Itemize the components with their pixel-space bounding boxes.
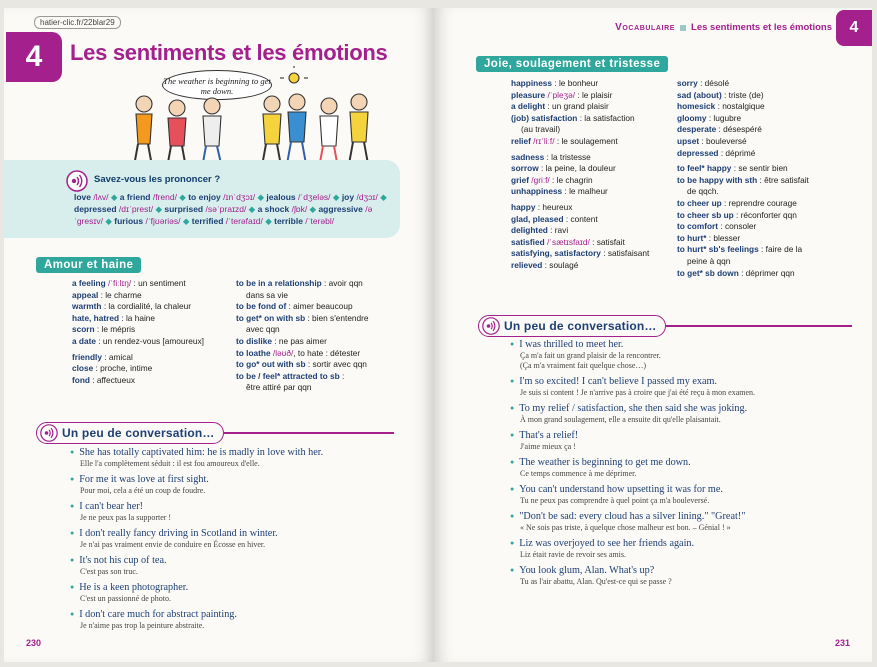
bullet-diamond-icon: ◆ [307, 204, 319, 214]
phrase-french: C'est pas son truc. [80, 567, 138, 576]
vocab-term: to be / feel* attracted to sb [236, 370, 340, 381]
pron-word: terrified [191, 216, 224, 226]
pron-entry [103, 216, 181, 226]
pron-word: a shock [257, 204, 290, 214]
vocab-term: upset [677, 135, 700, 146]
phrase-english: ● She has totally captivated him: he is madly in love with her. [70, 446, 323, 459]
phrase-french: Elle l'a complètement séduit : il est fou amoureux d'elle. [80, 459, 260, 468]
phrase-french: Je n'aime pas trop la peinture abstraite. [80, 621, 205, 630]
conversation-item [510, 429, 755, 452]
vocab-translation: : soulagé [542, 259, 579, 270]
vocab-term: unhappiness [511, 186, 563, 197]
vocab-translation: : consoler [718, 221, 757, 232]
vocab-translation: : déprimé [718, 147, 756, 158]
phrase-english: ● To my relief / satisfaction, she then said she was joking. [510, 402, 755, 415]
pron-phonetic: /səˈpraɪzd/ [203, 204, 247, 214]
pron-phonetic: /ˈdʒeləs/ [295, 192, 331, 202]
vocab-translation: : bien s'entendre [305, 312, 369, 323]
vocab-row [677, 256, 809, 268]
conversation-item [510, 361, 755, 371]
pron-entry [263, 216, 334, 226]
vocab-translation: : le soulagement [554, 135, 618, 146]
vocab-translation: : proche, intime [93, 363, 153, 374]
vocab-row [236, 301, 369, 313]
conversation-item [70, 581, 323, 604]
bullet-diamond-icon: ◆ [176, 192, 189, 202]
vocab-row [677, 198, 809, 210]
pronunciation-title: Savez-vous les prononcer ? [94, 174, 221, 185]
phrase-french: J'aime mieux ça ! [520, 442, 576, 451]
phrase-english: ● For me it was love at first sight. [70, 473, 323, 486]
bullet-diamond-icon: ◆ [262, 216, 275, 226]
phrase-english: ● I don't really fancy driving in Scotland in winter. [70, 527, 323, 540]
vocab-term: a feeling [72, 278, 106, 288]
vocab-translation: : la peine, la douleur [538, 163, 616, 174]
conversation-list-right [510, 338, 755, 591]
vocab-translation: : faire de la [758, 244, 803, 255]
vocab-term: relief [511, 135, 531, 146]
conversation-title: Un peu de conversation… [504, 319, 657, 333]
vocab-row [677, 113, 809, 125]
vocab-term: to get* on with sb [236, 312, 306, 323]
phrase-english: ● You look glum, Alan. What's up? [510, 564, 755, 577]
vocab-row [677, 244, 809, 256]
vocab-term: relieved [511, 259, 543, 270]
speech-bubble: The weather is beginning to get me down. [162, 70, 272, 100]
conversation-item [70, 473, 323, 496]
conversation-item [70, 554, 323, 577]
pron-entry [109, 192, 177, 202]
vocab-row [511, 214, 649, 226]
pron-phonetic: /ɪnˈdʒɔɪ/ [220, 192, 256, 202]
vocab-row [511, 186, 649, 198]
vocab-term: to hurt* [677, 232, 707, 243]
vocab-translation: (au travail) [521, 124, 561, 135]
phrase-english: ● I don't care much for abstract painting. [70, 608, 323, 621]
vocab-term: (job) satisfaction [511, 112, 578, 123]
vocab-row [511, 78, 649, 90]
vocab-term: satisfying, satisfactory [511, 248, 601, 259]
vocab-translation: : satisfaisant [600, 248, 650, 259]
pron-entry [74, 192, 109, 202]
left-page [4, 8, 434, 662]
vocab-term: grief [511, 174, 529, 185]
vocab-row [677, 175, 809, 187]
vocab-row [236, 313, 369, 325]
separator-square [680, 25, 686, 31]
vocab-term: to get* sb down [677, 267, 739, 278]
vocab-row [677, 101, 809, 113]
vocab-translation: : un sentiment [131, 278, 186, 288]
audio-icon[interactable] [40, 424, 58, 442]
vocab-term: gloomy [677, 112, 707, 123]
vocab-term: to feel* happy [677, 163, 732, 174]
vocab-term: desperate [677, 124, 717, 135]
vocab-term: pleasure [511, 89, 546, 100]
phrase-english: ● It's not his cup of tea. [70, 554, 323, 567]
conversation-item [510, 375, 755, 398]
vocab-term: sadness [511, 151, 545, 162]
vocab-row [72, 313, 204, 325]
phrase-english: ● You can't understand how upsetting it was for me. [510, 483, 755, 496]
bullet-diamond-icon: ◆ [153, 204, 165, 214]
vocab-term: satisfied [511, 236, 545, 247]
vocab-row [511, 225, 649, 237]
vocab-row [511, 90, 649, 102]
phrase-english: ● The weather is beginning to get me down. [510, 456, 755, 469]
pron-phonetic: /əˈgresɪv/ [74, 204, 373, 226]
vocab-translation: : la haine [119, 312, 156, 323]
vocab-translation: : reprendre courage [721, 197, 797, 208]
phrase-english: ● Liz was overjoyed to see her friends again. [510, 537, 755, 550]
vocab-translation: : le plaisir [575, 89, 613, 100]
right-page [434, 8, 872, 662]
vocab-row [677, 124, 809, 136]
vocab-row [677, 78, 809, 90]
conversation-list-left [70, 446, 323, 635]
conversation-item [510, 537, 755, 560]
vocab-row [72, 336, 204, 348]
phrase-french: Tu ne peux pas comprendre à quel point ça m'a bouleversé. [520, 496, 710, 505]
vocab-term: warmth [72, 301, 102, 312]
vocab-translation: : un rendez-vous [amoureux] [95, 335, 204, 346]
vocab-row [72, 324, 204, 336]
vocab-translation: : le malheur [562, 186, 608, 197]
vocab-term: homesick [677, 101, 716, 112]
phrase-english: ● That's a relief! [510, 429, 755, 442]
phrase-french: Je ne peux pas la supporter ! [80, 513, 172, 522]
vocab-translation: : ravi [547, 225, 569, 236]
amour-column-2 [236, 278, 369, 394]
vocab-row [677, 186, 809, 198]
vocab-phonetic: /ˈpleʒə/ [545, 89, 576, 100]
vocab-term: depressed [677, 147, 719, 158]
pronunciation-list [74, 191, 392, 227]
vocab-term: to be fond of [236, 301, 287, 312]
vocab-term: scorn [72, 324, 95, 335]
vocab-row [236, 359, 369, 371]
pron-entry [153, 204, 246, 214]
vocab-row [72, 363, 204, 375]
conversation-item [510, 402, 755, 425]
vocab-term: to cheer up [677, 197, 722, 208]
vocab-row [677, 163, 809, 175]
bullet-diamond-icon: ◆ [103, 216, 115, 226]
vocab-term: a date [72, 335, 96, 346]
vocab-row [511, 101, 649, 113]
vocab-term: hate, hatred [72, 312, 120, 323]
conversation-item [510, 510, 755, 533]
pron-phonetic: /ˈterəbl/ [302, 216, 335, 226]
vocab-translation: : lugubre [706, 112, 742, 123]
page-number-right: 231 [834, 638, 850, 648]
chapter-title: Les sentiments et les émotions [70, 40, 388, 65]
vocab-row [236, 324, 369, 336]
pron-entry [331, 192, 378, 202]
vocab-row [511, 175, 649, 187]
vocab-term: sad (about) [677, 89, 722, 100]
chapter-number-tab-right: 4 [836, 10, 872, 46]
vocab-translation: : déprimer qqn [738, 267, 795, 278]
bullet-diamond-icon: ◆ [180, 216, 192, 226]
phrase-french: Ça m'a fait un grand plaisir de la rencontrer. [520, 351, 661, 360]
vocab-phonetic: /rɪˈliːf/ [530, 135, 555, 146]
bullet-diamond-icon: ◆ [246, 204, 258, 214]
vocab-row [511, 237, 649, 249]
vocab-translation: : heureux [535, 201, 573, 212]
vocab-translation: avec qqn [246, 324, 280, 335]
pron-phonetic: /lʌv/ [91, 192, 109, 202]
phrase-french: « Ne sois pas triste, à quelque chose malheur est bon. – Génial ! » [520, 523, 731, 532]
vocab-term: to dislike [236, 335, 272, 346]
pron-word: terrible [274, 216, 303, 226]
pron-entry [181, 216, 263, 226]
phrase-french: (Ça m'a vraiment fait quelque chose…) [520, 361, 647, 370]
phrase-french: Je suis si content ! Je n'arrive pas à croire que j'ai été reçu à mon examen. [520, 388, 756, 397]
amour-section-title: Amour et haine [36, 257, 141, 273]
vocab-phonetic: /ˈfiːlɪŋ/ [105, 278, 132, 288]
vocab-row [677, 268, 809, 280]
vocab-translation: : ne pas aimer [271, 335, 327, 346]
running-title: Les sentiments et les émotions [691, 22, 832, 33]
vocab-translation: : aimer beaucoup [286, 301, 353, 312]
people-illustration [92, 66, 392, 174]
vocab-translation: : affectueux [89, 374, 136, 385]
vocab-term: happiness [511, 78, 553, 88]
vocab-term: close [72, 363, 94, 374]
phrase-french: Ce temps commence à me déprimer. [520, 469, 637, 478]
vocab-translation: : le charme [98, 289, 142, 300]
running-section: Vocabulaire [615, 22, 676, 33]
vocab-term: fond [72, 374, 90, 385]
vocab-translation: dans sa vie [246, 289, 288, 300]
phrase-french: C'est un passionné de photo. [80, 594, 171, 603]
bullet-diamond-icon: ◆ [108, 192, 120, 202]
vocab-term: to cheer sb up [677, 209, 734, 220]
page-number-left: 230 [26, 638, 42, 648]
vocab-translation: , to hate : détester [293, 347, 361, 358]
vocab-term: to be happy with sth [677, 174, 758, 185]
chapter-number-tab: 4 [6, 32, 62, 82]
joie-column-1 [511, 78, 649, 272]
vocab-term: to go* out with sb [236, 359, 306, 370]
phrase-english: ● I'm so excited! I can't believe I passed my exam. [510, 375, 755, 388]
vocab-phonetic: /ləʊð/ [270, 347, 294, 358]
vocab-term: glad, pleased [511, 213, 564, 224]
vocab-translation: de qqch. [687, 186, 719, 197]
pron-word: depressed [74, 204, 117, 214]
conversation-title: Un peu de conversation… [62, 426, 215, 440]
vocab-phonetic: /ˈsætɪsfaɪd/ [544, 236, 590, 247]
vocab-translation: : content [563, 213, 598, 224]
pron-word: love [74, 192, 92, 202]
conversation-item [70, 608, 323, 631]
vocab-translation: : désolé [697, 78, 730, 88]
vocab-translation: : un grand plaisir [545, 101, 609, 112]
vocab-row [236, 336, 369, 348]
vocab-row [236, 382, 369, 394]
vocab-row [72, 290, 204, 302]
pron-word: to enjoy [188, 192, 221, 202]
vocab-translation: être attiré par qqn [246, 382, 312, 393]
vocab-row [236, 278, 369, 290]
pron-word: surprised [164, 204, 204, 214]
vocab-translation: : réconforter qqn [733, 209, 797, 220]
vocab-translation: : le mépris [94, 324, 136, 335]
pron-phonetic: /ʃɒk/ [289, 204, 308, 214]
amour-column-1 [72, 278, 204, 386]
vocab-translation: : amical [101, 351, 133, 362]
vocab-phonetic: /griːf/ [528, 174, 550, 185]
vocab-translation: : sortir avec qqn [305, 359, 367, 370]
vocab-term: happy [511, 201, 536, 212]
vocab-translation: : [339, 370, 345, 381]
vocab-row [72, 301, 204, 313]
pron-word: furious [114, 216, 144, 226]
vocab-term: to be in a relationship [236, 278, 322, 288]
phrase-french: Liz était ravie de revoir ses amis. [520, 550, 626, 559]
vocab-row [511, 163, 649, 175]
vocab-term: delighted [511, 225, 548, 236]
pron-entry [246, 204, 307, 214]
vocab-row [72, 375, 204, 387]
conversation-header-right [478, 315, 852, 337]
vocab-row [511, 260, 649, 272]
vocab-translation: : bouleversé [699, 135, 747, 146]
bullet-diamond-icon: ◆ [255, 192, 267, 202]
audio-icon[interactable] [482, 317, 500, 335]
vocab-row [677, 148, 809, 160]
running-header [615, 22, 832, 33]
conversation-item [510, 483, 755, 506]
vocab-translation: : triste (de) [721, 89, 764, 100]
vocab-row [236, 348, 369, 360]
vocab-row [511, 113, 649, 125]
vocab-term: to hurt* sb's feelings [677, 244, 759, 255]
pron-phonetic: /ˈterəfaɪd/ [223, 216, 263, 226]
phrase-french: Pour moi, cela a été un coup de foudre. [80, 486, 206, 495]
vocab-row [511, 202, 649, 214]
pron-word: joy [341, 192, 355, 202]
conversation-item [70, 500, 323, 523]
joie-section-title: Joie, soulagement et tristesse [476, 56, 668, 72]
vocab-translation: : la satisfaction [577, 112, 635, 123]
phrase-english: ● He is a keen photographer. [70, 581, 323, 594]
vocab-term: to comfort [677, 221, 719, 232]
conversation-item [70, 446, 323, 469]
vocab-term: sorrow [511, 163, 539, 174]
pron-word: aggressive [318, 204, 363, 214]
pron-phonetic: /ˈfjʊəriəs/ [143, 216, 181, 226]
phrase-french: Je n'ai pas vraiment envie de conduire en Écosse en hiver. [80, 540, 266, 549]
vocab-translation: : avoir qqn [321, 278, 363, 288]
vocab-row [511, 136, 649, 148]
phrase-french: Tu as l'air abattu, Alan. Qu'est-ce qui se passe ? [520, 577, 672, 586]
conversation-item [510, 338, 755, 361]
vocab-translation: : le bonheur [552, 78, 599, 88]
vocab-term: appeal [72, 289, 99, 300]
joie-column-2 [677, 78, 809, 279]
vocab-translation: : blesser [706, 232, 741, 243]
audio-icon[interactable] [66, 170, 88, 192]
vocab-term: to loathe [236, 347, 271, 358]
vocab-row [677, 210, 809, 222]
pron-entry [177, 192, 255, 202]
conversation-item [510, 456, 755, 479]
phrase-english: ● "Don't be sad: every cloud has a silver lining." "Great!" [510, 510, 755, 523]
vocab-term: a delight [511, 101, 546, 112]
conversation-header-left [36, 422, 394, 444]
vocab-row [677, 221, 809, 233]
url-tag[interactable]: hatier-clic.fr/22blar29 [34, 16, 121, 29]
vocab-row [72, 352, 204, 364]
phrase-english: ● I was thrilled to meet her. [510, 338, 755, 351]
vocab-row [677, 233, 809, 245]
vocab-translation: : le chagrin [549, 174, 593, 185]
bullet-diamond-icon: ◆ [377, 192, 387, 202]
vocab-row [72, 278, 204, 290]
vocab-translation: : la tristesse [544, 151, 591, 162]
vocab-row [236, 290, 369, 302]
bullet-diamond-icon: ◆ [330, 192, 342, 202]
vocab-row [511, 248, 649, 260]
vocab-translation: : être satisfait [757, 174, 809, 185]
vocab-term: friendly [72, 351, 102, 362]
conversation-item [70, 527, 323, 550]
pron-phonetic: /frend/ [150, 192, 177, 202]
vocab-row [677, 90, 809, 102]
vocab-term: sorry [677, 78, 698, 88]
phrase-english: ● I can't bear her! [70, 500, 323, 513]
vocab-row [511, 152, 649, 164]
pron-phonetic: /dʒɔɪ/ [354, 192, 378, 202]
vocab-translation: : désespéré [716, 124, 762, 135]
vocab-translation: : se sentir bien [731, 163, 788, 174]
pron-word: jealous [266, 192, 296, 202]
pron-word: a friend [119, 192, 151, 202]
phrase-french: À mon grand soulagement, elle a ensuite dit qu'elle plaisantait. [520, 415, 721, 424]
pron-phonetic: /dɪˈprest/ [116, 204, 154, 214]
pron-entry [255, 192, 330, 202]
vocab-row [236, 371, 369, 383]
vocab-row [511, 124, 649, 136]
vocab-translation: : satisfait [589, 236, 625, 247]
conversation-item [510, 564, 755, 587]
vocab-translation: peine à qqn [687, 255, 731, 266]
vocab-row [677, 136, 809, 148]
vocab-translation: : la cordialité, la chaleur [101, 301, 191, 312]
pronunciation-box [4, 160, 400, 238]
vocab-translation: : nostalgique [715, 101, 765, 112]
